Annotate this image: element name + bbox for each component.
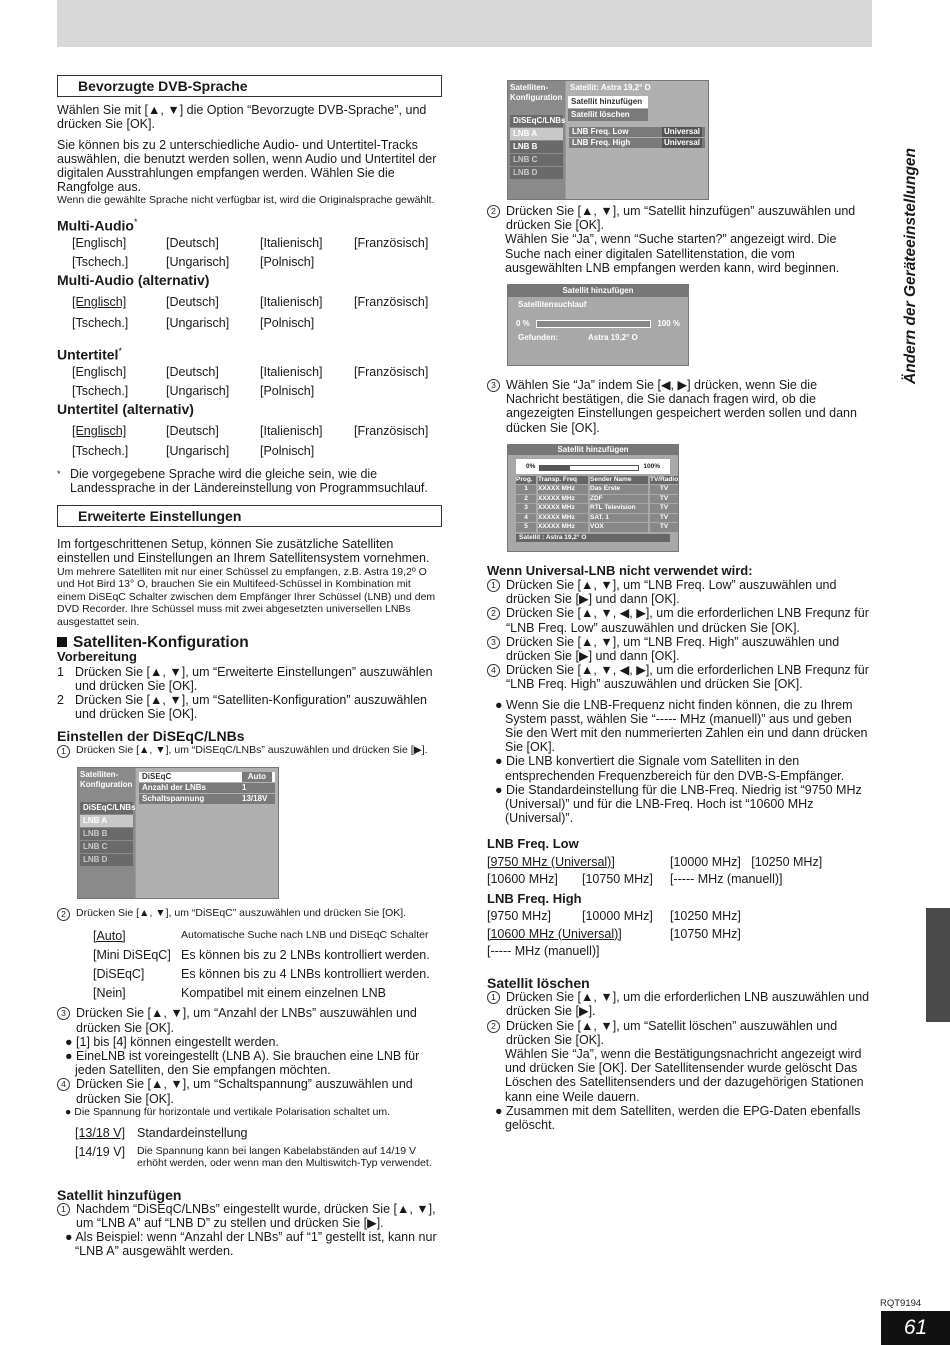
screen-side-title: Satelliten-Konfiguration <box>80 769 133 789</box>
row-lnb-freq-high: LNB Freq. High Universal <box>569 138 705 148</box>
satelliten-konfiguration-screen <box>77 767 279 899</box>
row-anzahl-lnbs: Anzahl der LNBs 1 <box>139 783 275 793</box>
multi-audio-alt-options: [Englisch] [Deutsch] [Italienisch] [Französisch] [Tschech.] [Ungarisch] [Polnisch] <box>72 295 429 330</box>
diseqc-step-3-bullet-1: ● [1] bis [4] können eingestellt werden. <box>65 1034 279 1049</box>
screen-title: Satellit hinzufügen <box>508 445 678 456</box>
menu-item-lnb-b: LNB B <box>510 141 563 153</box>
right-column <box>487 80 872 1132</box>
erweitert-note: Um mehrere Satelliten mit nur einer Schüssel zu empfangen, z.B. Astra 19,2º O und Hot Bird 13° O, brauchen Sie ein Multifeed-Schüssel in Kombination mit einem DiSEqC Schalter zwischen dem Empfänger Ihrer Schüssel (LNB) und dem DVD Recorder. Ihre Schüssel muss mit zwei abgesetzten universellen LNBs ausgestattet sein. <box>57 565 436 628</box>
untertitel-alt-options: [Englisch] [Deutsch] [Italienisch] [Französisch] [Tschech.] [Ungarisch] [Polnisch] <box>72 424 429 459</box>
satellitensuchlauf-screen <box>507 284 689 366</box>
row-schaltspannung: Schaltspannung 13/18V <box>139 794 275 804</box>
diseqc-heading: Einstellen der DiSEqC/LNBs <box>57 728 245 745</box>
row-diseqc: DiSEqC Auto <box>139 772 275 782</box>
vorbereitung-heading: Vorbereitung <box>57 649 137 665</box>
screen-subtitle: Satellitensuchlauf <box>518 300 587 310</box>
left-column <box>57 75 442 1259</box>
erweitert-section-title: Erweiterte Einstellungen <box>57 505 442 527</box>
progress-row: 0% 100% <box>516 459 670 474</box>
menu-item-lnb-c: LNB C <box>80 841 133 853</box>
vorbereitung-step-1: 1 Drücken Sie [▲, ▼], um “Erweiterte Einstellungen” auszuwählen und drücken Sie [OK]. <box>57 664 433 693</box>
diseqc-step-4: 4 Drücken Sie [▲, ▼], um “Schaltspannung” auszuwählen und drücken Sie [OK]. <box>57 1077 442 1105</box>
dvb-intro: Wählen Sie mit [▲, ▼] die Option “Bevorzugte DVB-Sprache”, und drücken Sie [OK]. <box>57 103 427 132</box>
satellit-hinzufuegen-heading: Satellit hinzufügen <box>57 1186 182 1203</box>
screen-side-title: Satelliten-Konfiguration <box>510 83 563 102</box>
untertitel-heading: Untertitel* <box>57 345 122 363</box>
satellit-hinzufuegen-step-1: 1 Nachdem “DiSEqC/LNBs” eingestellt wurde, drücken Sie [▲, ▼], um “LNB A” auf “LNB D” zu stellen und drücken Sie [▶]. <box>57 1202 442 1230</box>
lnb-freq-low-heading: LNB Freq. Low <box>487 836 579 852</box>
hinzufuegen-step-2: 2 Drücken Sie [▲, ▼], um “Satellit hinzufügen” auszuwählen und drücken Sie [OK]. <box>487 204 872 232</box>
vorbereitung-step-2: 2 Drücken Sie [▲, ▼], um “Satelliten-Konfiguration” auszuwählen und drücken Sie [OK]. <box>57 693 427 722</box>
multi-audio-options: [Englisch] [Deutsch] [Italienisch] [Französisch] [Tschech.] [Ungarisch] [Polnisch] <box>72 235 429 269</box>
nicht-universal-step-1: 1 Drücken Sie [▲, ▼], um “LNB Freq. Low” auszuwählen und drücken Sie [▶] und dann [OK]. <box>487 578 872 606</box>
satellit-header: Satellit: Astra 19,2° O <box>570 83 651 92</box>
screen-footer: Satellit : Astra 19,2° O <box>516 534 670 543</box>
progress-bar <box>539 465 639 471</box>
lnb-freq-high-heading: LNB Freq. High <box>487 891 582 907</box>
menu-satellit-loeschen: Satellit löschen <box>568 109 648 121</box>
loeschen-step-2: 2 Drücken Sie [▲, ▼], um “Satellit löschen” auszuwählen und drücken Sie [OK]. <box>487 1019 872 1047</box>
satellit-loeschen-heading: Satellit löschen <box>487 974 590 991</box>
section-tab <box>926 908 950 1022</box>
diseqc-options-table: [Auto] Automatische Suche nach LNB und DiSEqC Schalter [Mini DiSEqC] Es können bis zu 2 LNBs kontrolliert werden. [DiSEqC] Es können bis zu 4 LNBs kontrolliert werden. [Nein] Kompatibel mit einem einzelnen LNB <box>93 928 430 1001</box>
loeschen-step-2-detail: Wählen Sie “Ja”, wenn die Bestätigungsnachricht angezeigt wird und drücken Sie [OK]. Der Satellitensender wurde gelöscht Das Löschen des Satellitensenders und der dazugehörigen Stationen kann eine Weile dauern. <box>505 1046 864 1104</box>
menu-item-lnb-c: LNB C <box>510 154 563 166</box>
menu-item-lnb-b: LNB B <box>80 828 133 840</box>
satelliten-konfiguration-heading: Satelliten-Konfiguration <box>57 636 442 650</box>
untertitel-alt-heading: Untertitel (alternativ) <box>57 401 194 418</box>
dvb-section-title: Bevorzugte DVB-Sprache <box>57 75 442 97</box>
menu-item-diseqc-lnbs: DiSEqC/LNBs <box>80 802 133 814</box>
nicht-universal-heading: Wenn Universal-LNB nicht verwendet wird: <box>487 562 753 578</box>
menu-item-lnb-a: LNB A <box>510 128 563 140</box>
dvb-description: Sie können bis zu 2 unterschiedliche Audio- und Untertitel-Tracks auswählen, die benutzt werden sollen, wenn Audio und Untertitel der digitalen Ausstrahlungen empfangen werden. Wählen Sie die Rangfolge aus. <box>57 137 437 195</box>
lnb-freq-high-options: [9750 MHz] [10000 MHz] [10250 MHz] <box>487 909 741 924</box>
menu-item-lnb-a: LNB A <box>80 815 133 827</box>
satellit-hinzufuegen-bullet: ● Als Beispiel: wenn “Anzahl der LNBs” auf “1” gestellt ist, kann nur “LNB A” ausgewählt werden. <box>65 1230 437 1259</box>
loeschen-bullet: ● Zusammen mit dem Satelliten, werden die EPG-Daten ebenfalls gelöscht. <box>495 1103 861 1132</box>
voltage-options-table: [13/18 V] Standardeinstellung [14/19 V] Die Spannung kann bei langen Kabelabständen auf 14/19 V erhöht werden, oder wenn man den Multiswitch-Typ verwendet. <box>75 1126 432 1170</box>
page-number: 61 <box>881 1311 950 1345</box>
nicht-universal-step-4: 4 Drücken Sie [▲, ▼, ◀, ▶], um die erforderlichen LNB Frequnz für “LNB Freq. High” auszuwählen und drücken Sie [OK]. <box>487 663 872 691</box>
diseqc-step-3-bullet-2: ● EineLNB ist voreingestellt (LNB A). Sie brauchen eine LNB für jeden Satelliten, den Sie empfangen möchten. <box>65 1049 420 1078</box>
multi-audio-alt-heading: Multi-Audio (alternativ) <box>57 272 210 289</box>
hinzufuegen-step-2-detail: Wählen Sie “Ja”, wenn “Suche starten?” angezeigt wird. Die Suche nach einer digitalen Satellitenstation, die vom ausgewählten LNB empfangen werden kann, wird beginnen. <box>505 232 840 275</box>
info-bullet-1: ● Wenn Sie die LNB-Frequenz nicht finden können, die zu Ihrem System passt, wählen Sie “----- MHz (manuell)” aus und geben Sie den Wert mit den nummerierten Zahlen ein und dann drücken Sie [OK]. <box>495 697 868 755</box>
nicht-universal-step-3: 3 Drücken Sie [▲, ▼], um “LNB Freq. High” auszuwählen und drücken Sie [▶] und dann [OK]. <box>487 635 872 663</box>
footnote: * Die vorgegebene Sprache wird die gleiche sein, wie die Landessprache in der Ländereinstellung von Programmsuchlauf. <box>57 466 428 495</box>
found-row: Gefunden: Astra 19,2° O <box>518 333 638 343</box>
lnb-freq-high-options-row2: [10600 MHz (Universal)] [10750 MHz] <box>487 926 741 941</box>
info-bullet-2: ● Die LNB konvertiert die Signale vom Satelliten in den entsprechenden Frequenzbereich für den DVB-S-Empfänger. <box>495 754 845 783</box>
menu-item-lnb-d: LNB D <box>80 854 133 866</box>
satellit-hinzufuegen-result-screen <box>507 444 679 552</box>
hinzufuegen-step-3: 3 Wählen Sie “Ja” indem Sie [◀, ▶] drücken, wenn Sie die Nachricht bestätigen, die Sie danach fragen wird, ob die angezeigten Einstellungen gespeichert werden sollen und dann dücken Sie [OK]. <box>487 378 872 435</box>
menu-satellit-hinzufuegen: Satellit hinzufügen <box>568 96 648 108</box>
menu-item-lnb-d: LNB D <box>510 167 563 179</box>
lnb-freq-low-options: [9750 MHz (Universal)] [10000 MHz] [10250 MHz] <box>487 854 823 869</box>
satellit-astra-screen <box>507 80 709 200</box>
square-bullet-icon <box>57 637 67 647</box>
info-bullet-3: ● Die Standardeinstellung für die LNB-Freq. Niedrig ist “9750 MHz (Universal)” und für die LNB-Freq. Hoch ist “10600 MHz (Universal)”. <box>495 782 862 826</box>
untertitel-options: [Englisch] [Deutsch] [Italienisch] [Französisch] [Tschech.] [Ungarisch] [Polnisch] <box>72 364 429 398</box>
document-code: RQT9194 <box>880 1298 922 1309</box>
nicht-universal-step-2: 2 Drücken Sie [▲, ▼, ◀, ▶], um die erforderlichen LNB Frequnz für “LNB Freq. Low” auszuwählen und drücken Sie [OK]. <box>487 606 872 634</box>
dvb-note: Wenn die gewählte Sprache nicht verfügbar ist, wird die Originalsprache gewählt. <box>57 194 435 207</box>
multi-audio-heading: Multi-Audio* <box>57 216 138 234</box>
loeschen-step-1: 1 Drücken Sie [▲, ▼], um die erforderlichen LNB auszuwählen und drücken Sie [▶]. <box>487 990 872 1018</box>
lnb-freq-low-options-row2: [10600 MHz] [10750 MHz] [----- MHz (manuell)] <box>487 871 783 886</box>
header-bar <box>57 0 872 47</box>
erweitert-intro: Im fortgeschrittenen Setup, können Sie zusätzliche Satelliten einstellen und Einstellungen an Ihrem Satellitensystem vornehmen. <box>57 537 430 566</box>
channel-table: Prog. Transp. Freq Sender Name TV/Radio 1 XXXXX MHz Das Erste TV 2 XXXXX MHz ZDF TV 3 XXXXX MHz RTL Television TV 4 XXXXX MHz SAT. 1 TV 5 XXXXX MHz VOX TV <box>516 475 679 531</box>
diseqc-step-1: 1 Drücken Sie [▲, ▼], um “DiSEqC/LNBs” auszuwählen und drücken Sie [▶]. <box>57 744 442 758</box>
diseqc-step-4-bullet: ● Die Spannung für horizontale und vertikale Polarisation schaltet um. <box>65 1105 391 1118</box>
progress-bar <box>536 320 652 328</box>
diseqc-step-3: 3 Drücken Sie [▲, ▼], um “Anzahl der LNBs” auszuwählen und drücken Sie [OK]. <box>57 1006 442 1034</box>
diseqc-step-2: 2 Drücken Sie [▲, ▼], um “DiSEqC” auszuwählen und drücken Sie [OK]. <box>57 907 442 921</box>
screen-title: Satellit hinzufügen <box>508 285 688 297</box>
menu-item-diseqc-lnbs: DiSEqC/LNBs <box>510 115 563 127</box>
row-lnb-freq-low: LNB Freq. Low Universal <box>569 127 705 137</box>
progress-row: 0 % 100 % <box>516 319 680 329</box>
lnb-freq-high-options-row3: [----- MHz (manuell)] <box>487 943 600 958</box>
